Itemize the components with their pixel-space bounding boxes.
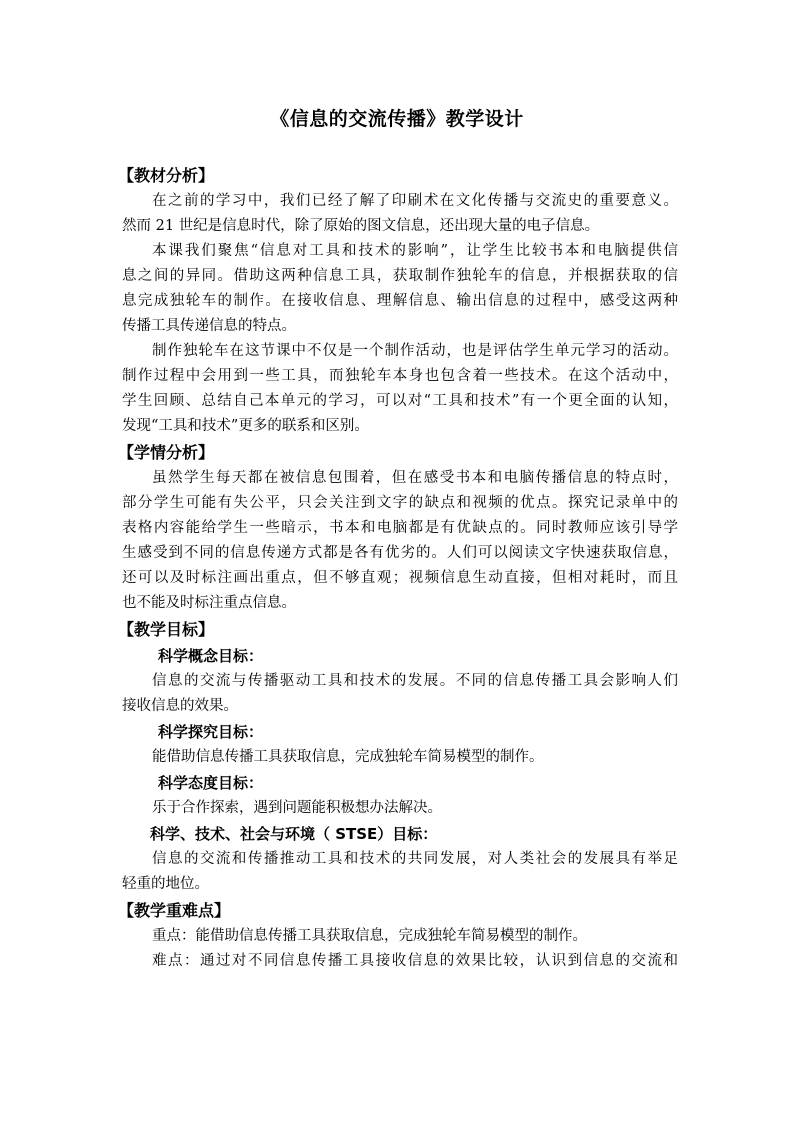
inquiry-goal-text: [122, 745, 678, 770]
text-line: 息完成独轮车的制作。在接收信息、理解信息、输出信息的过程中，感受这两种: [122, 293, 678, 309]
stse-goal-text: [122, 847, 678, 897]
text-line: 生感受到不同的信息传递方式都是各有优劣的。人们可以阅读文字快速获取信息，: [122, 545, 678, 561]
text-line: 接收信息的效果。: [122, 698, 238, 714]
subheading-concept-goal: 科学概念目标：: [158, 647, 264, 665]
keypoint-text: [122, 924, 678, 949]
text-line: 重点：能借助信息传播工具获取信息，完成独轮车简易模型的制作。: [152, 928, 587, 944]
section-heading-students: 【学情分析】: [118, 443, 215, 462]
text-line: 制作独轮车在这节课中不仅是一个制作活动，也是评估学生单元学习的活动。: [152, 343, 678, 359]
text-line: 部分学生可能有失公平，只会关注到文字的缺点和视频的优点。探究记录单中的: [122, 495, 678, 511]
subheading-stse-goal: 科学、技术、社会与环境（ STSE）目标：: [150, 825, 438, 843]
text-line: 传播工具传递信息的特点。: [122, 318, 296, 334]
students-paragraph-1: [122, 466, 678, 616]
difficult-point-text: [122, 949, 678, 974]
materials-paragraph-1: [122, 189, 678, 239]
concept-goal-text: [122, 669, 678, 719]
subheading-attitude-goal: 科学态度目标：: [158, 774, 264, 792]
text-line: 学生回顾、总结自己本单元的学习，可以对“工具和技术”有一个更全面的认知，: [122, 393, 678, 409]
text-line: 制作过程中会用到一些工具，而独轮车本身也包含着一些技术。在这个活动中，: [122, 368, 678, 384]
materials-paragraph-3: [122, 339, 678, 439]
section-heading-keypoints: 【教学重难点】: [118, 901, 231, 920]
text-line: 然而 21 世纪是信息时代，除了原始的图文信息，还出现大量的电子信息。: [122, 218, 600, 234]
text-line: 表格内容能给学生一些暗示，书本和电脑都是有优缺点的。同时教师应该引导学: [122, 520, 678, 536]
text-line: 息之间的异同。借助这两种信息工具，获取制作独轮车的信息，并根据获取的信: [122, 268, 678, 284]
materials-paragraph-2: [122, 239, 678, 339]
section-heading-goals: 【教学目标】: [118, 620, 215, 639]
text-line: 乐于合作探索，遇到问题能积极想办法解决。: [152, 800, 442, 816]
section-heading-materials: 【教材分析】: [118, 166, 215, 185]
text-line: 也不能及时标注重点信息。: [122, 595, 296, 611]
text-line: 轻重的地位。: [122, 876, 209, 892]
text-line: 难点：通过对不同信息传播工具接收信息的效果比较，认识到信息的交流和: [152, 953, 678, 969]
text-line: 虽然学生每天都在被信息包围着，但在感受书本和电脑传播信息的特点时，: [152, 470, 678, 486]
subheading-inquiry-goal: 科学探究目标：: [158, 723, 264, 741]
document-title: 《信息的交流传播》教学设计: [270, 108, 524, 130]
text-line: 信息的交流与传播驱动工具和技术的发展。不同的信息传播工具会影响人们: [152, 673, 678, 689]
text-line: 还可以及时标注画出重点，但不够直观；视频信息生动直接，但相对耗时，而且: [122, 570, 678, 586]
text-line: 信息的交流和传播推动工具和技术的共同发展，对人类社会的发展具有举足: [152, 851, 678, 867]
text-line: 本课我们聚焦“信息对工具和技术的影响”，让学生比较书本和电脑提供信: [152, 243, 678, 259]
text-line: 在之前的学习中，我们已经了解了印刷术在文化传播与交流史的重要意义。: [152, 193, 678, 209]
text-line: 能借助信息传播工具获取信息，完成独轮车简易模型的制作。: [152, 749, 544, 765]
text-line: 发现“工具和技术”更多的联系和区别。: [122, 418, 369, 434]
document-body: [118, 162, 678, 974]
attitude-goal-text: [122, 796, 678, 821]
